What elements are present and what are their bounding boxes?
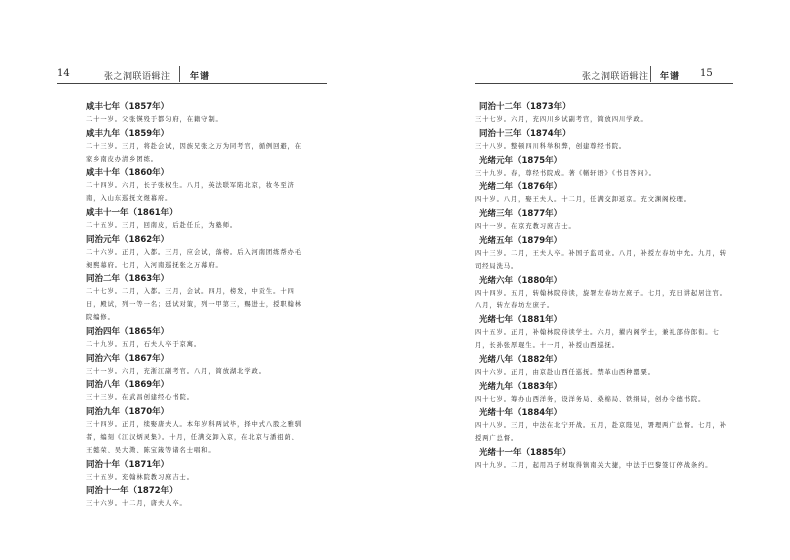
entry-text: 三十三岁。在武昌创建经心书院。 [86,394,194,402]
entry-text: 四十六岁。正月，由京赴山西任巡抚。禁革山西种罂粟。 [475,368,655,376]
chronology-entry [475,380,733,407]
entry-text: 二十六岁。正月，入都。三月，应会试，落榜。后入河南团练帮办毛昶熙幕府。七月，入河南巡抚张之万幕府。 [86,248,302,269]
header-divider [179,66,180,82]
entry-year-heading: 光绪十年（1884年） [479,408,563,419]
entry-text: 二十三岁。三月，将赴会试，因族兄张之万为同考官，循例回避，在家乡南皮办清乡团练。 [86,142,302,163]
page-header-left [57,64,327,84]
entry-year-heading: 同治四年（1865年） [86,326,170,337]
entry-text: 二十五岁。三月，回南皮，后赴任丘，为塾师。 [86,221,238,229]
entry-text: 四十七岁。筹办山西洋务，设洋务局、桑棉局、铁绢局，创办令德书院。 [475,395,706,403]
entry-year-heading: 光绪三年（1877年） [479,209,563,220]
right-page-body [475,100,733,473]
entry-text: 四十四岁。五月，转翰林院侍读，旋署左春坊左庶子。七月，充日讲起居注官。八月，转左春坊左庶子。 [475,289,727,310]
entry-year-heading: 光绪六年（1880年） [479,275,563,286]
entry-year-heading: 同治六年（1867年） [86,353,170,364]
chronology-entry [86,484,304,511]
entry-year-heading: 光绪五年（1879年） [479,235,563,246]
entry-text: 四十九岁。二月，起用冯子材取得镇南关大捷，中法于巴黎签订停战条约。 [475,461,713,469]
chronology-entry [86,166,304,206]
entry-text: 三十一岁。六月，充浙江副考官。八月，简放湖北学政。 [86,367,266,375]
chronology-entry [475,406,733,446]
chronology-entry [475,313,733,353]
chronology-entry [475,353,733,380]
chronology-entry [475,180,733,207]
chronology-entry [475,154,733,181]
entry-year-heading: 同治八年（1869年） [86,380,170,391]
page-header-right [475,64,733,84]
entry-text: 二十九岁。五月，石夫人卒于京寓。 [86,340,202,348]
section-title: 年谱 [660,72,681,82]
chronology-entry [86,100,304,127]
entry-year-heading: 光绪九年（1883年） [479,381,563,392]
book-title: 张之洞联语辑注 [104,72,171,82]
entry-text: 四十八岁。三月，中法在北宁开战。五月，赴京陛见，署理两广总督。七月，补授两广总督。 [475,422,727,443]
page-number: 14 [57,68,70,79]
entry-year-heading: 光绪二年（1876年） [479,182,563,193]
chronology-entry [475,127,733,154]
header-rule [475,83,733,84]
entry-year-heading: 同治十一年（1872年） [86,486,178,497]
entry-year-heading: 光绪元年（1875年） [479,155,563,166]
entry-year-heading: 咸丰十年（1860年） [86,168,170,179]
chronology-entry [86,272,304,324]
entry-text: 三十九岁。春，尊经书院成。著《輶轩语》《书目答问》。 [475,169,656,177]
book-title: 张之洞联语辑注 [582,72,649,82]
entry-text: 二十七岁。二月，入都。三月，会试。四月，榜发，中贡生。十四日，殿试，列一等一名；廷试对策，列一甲第三，赐进士，授职翰林院编修。 [86,288,302,321]
entry-year-heading: 咸丰十一年（1861年） [86,207,178,218]
entry-year-heading: 咸丰七年（1857年） [86,102,170,112]
entry-year-heading: 同治二年（1863年） [86,274,170,285]
entry-year-heading: 同治十二年（1873年） [479,102,571,112]
entry-text: 三十八岁。整顿四川科举积弊，创建尊经书院。 [475,142,627,150]
left-page-body [86,100,304,511]
entry-text: 四十岁。八月，娶王夫人。十二月，任满交卸返京。充文渊阁校理。 [475,196,691,204]
entry-year-heading: 同治九年（1870年） [86,407,170,418]
entry-text: 四十五岁。正月，补翰林院侍读学士。六月，擢内阁学士，兼礼部侍郎衔。七月，长孙张厚琨生。十一月，补授山西巡抚。 [475,329,720,349]
chronology-entry [86,405,304,457]
chronology-entry [475,207,733,234]
chronology-entry [86,206,304,233]
chronology-entry [86,378,304,405]
entry-text: 二十四岁。六月，长子张权生。八月，英法联军陷北京，妆冬至济南，入山东巡抚文煜幕府。 [86,182,295,203]
chronology-entry [86,458,304,485]
header-divider [650,66,651,82]
chronology-entry [86,325,304,352]
entry-year-heading: 同治十年（1871年） [86,459,170,470]
chronology-entry [86,127,304,167]
entry-text: 三十六岁。十二月，唐夫人卒。 [86,500,187,508]
chronology-entry [475,274,733,314]
section-title: 年谱 [190,72,211,82]
entry-year-heading: 光绪七年（1881年） [479,315,563,326]
entry-year-heading: 同治十三年（1874年） [479,128,571,139]
page-number: 15 [700,68,713,79]
entry-text: 三十五岁。充翰林院教习庶吉士。 [86,473,194,481]
chronology-entry [475,100,733,127]
entry-year-heading: 光绪十一年（1885年） [479,447,571,458]
entry-text: 三十四岁。正月，续娶唐夫人。本年岁科两试毕，择中式八股之雅驯者，编刻《江汉炳灵集》。十月，任满交卸入京，在北京与潘祖荫、王懿荣、吴大澂、陈宝箴等诸名士唱和。 [86,421,302,454]
header-rule [57,83,327,84]
right-page [395,0,790,560]
entry-year-heading: 同治元年（1862年） [86,234,170,245]
entry-year-heading: 光绪八年（1882年） [479,354,563,365]
entry-text: 二十一岁。父张锳殁于都匀府，在籍守制。 [86,116,223,123]
chronology-entry [475,234,733,274]
entry-text: 四十三岁。二月，王夫人卒。补国子监司业。八月，补授左春坊中允。九月，转司经局洗马。 [475,249,727,270]
entry-text: 四十一岁。在京充教习庶吉士。 [475,223,576,231]
entry-text: 三十七岁。六月，充四川乡试副考官，简放四川学政。 [475,116,648,123]
chronology-entry [86,233,304,273]
entry-year-heading: 咸丰九年（1859年） [86,128,170,139]
chronology-entry [475,446,733,473]
chronology-entry [86,352,304,379]
